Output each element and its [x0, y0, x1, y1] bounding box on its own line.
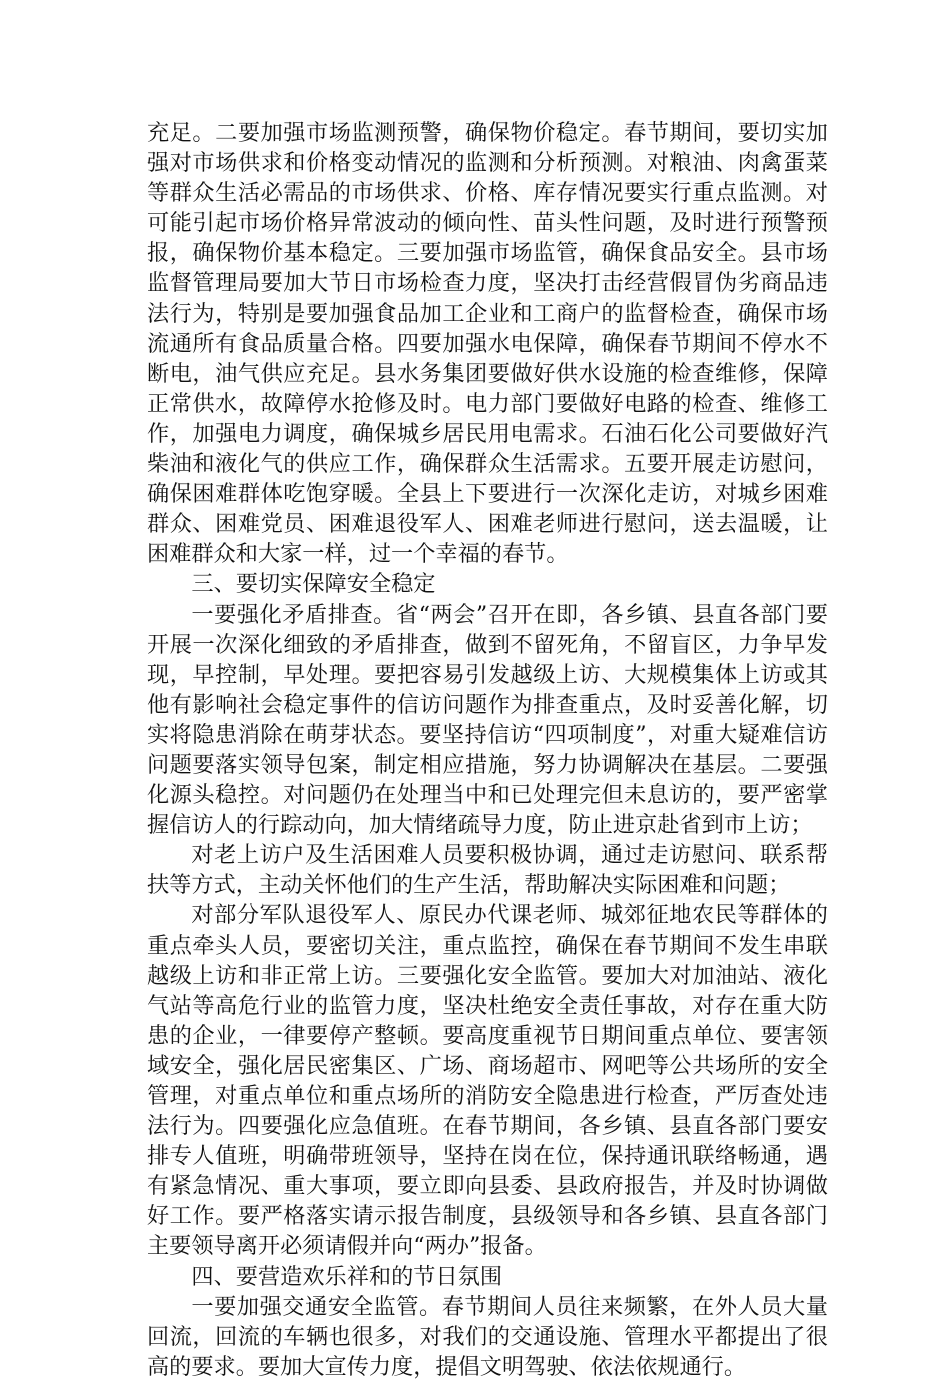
section-heading: 四、要营造欢乐祥和的节日氛围	[191, 1263, 503, 1290]
body-paragraph: 充足。二要加强市场监测预警，确保物价稳定。春节期间，要切实加强对市场供求和价格变动情况的监测和分析预测。对粮油、肉禽蛋菜等群众生活必需品的市场供求、价格、库存情况要实行重点监测。对可能引起市场价格异常波动的倾向性、苗头性问题，及时进行预警预报，确保物价基本稳定。三要加强市场监管，确保食品安全。县市场监督管理局要加大节日市场检查力度，坚决打击经营假冒伪劣商品违法行为，特别是要加强食品加工企业和工商户的监督检查，确保市场流通所有食品质量合格。四要加强水电保障，确保春节期间不停水不断电，油气供应充足。县水务集团要做好供水设施的检查维修，保障正常供水，故障停水抢修及时。电力部门要做好电路的检查、维修工作，加强电力调度，确保城乡居民用电需求。石油石化公司要做好汽柴油和液化气的供应工作，确保群众生活需求。五要开展走访慰问，确保困难群体吃饱穿暖。全县上下要进行一次深化走访，对城乡困难群众、困难党员、困难退役军人、困难老师进行慰问，送去温暖，让困难群众和大家一样，过一个幸福的春节。	[147, 120, 828, 568]
body-paragraph: 一要强化矛盾排查。省“两会”召开在即，各乡镇、县直各部门要开展一次深化细致的矛盾排查，做到不留死角，不留盲区，力争早发现，早控制，早处理。要把容易引发越级上访、大规模集体上访或其他有影响社会稳定事件的信访问题作为排查重点，及时妥善化解，切实将隐患消除在萌芽状态。要坚持信访“四项制度”，对重大疑难信访问题要落实领导包案，制定相应措施，努力协调解决在基层。二要强化源头稳控。对问题仍在处理当中和已处理完但未息访的，要严密掌握信访人的行踪动向，加大情绪疏导力度，防止进京赴省到市上访；	[147, 601, 828, 839]
document-page	[147, 118, 828, 1382]
section-heading: 三、要切实保障安全稳定	[191, 571, 436, 598]
body-paragraph: 对部分军队退役军人、原民办代课老师、城郊征地农民等群体的重点牵头人员，要密切关注，重点监控，确保在春节期间不发生串联越级上访和非正常上访。三要强化安全监管。要加大对加油站、液化气站等高危行业的监管力度，坚决杜绝安全责任事故，对存在重大防患的企业，一律要停产整顿。要高度重视节日期间重点单位、要害领域安全，强化居民密集区、广场、商场超市、网吧等公共场所的安全管理，对重点单位和重点场所的消防安全隐患进行检查，严厉查处违法行为。四要强化应急值班。在春节期间，各乡镇、县直各部门要安排专人值班，明确带班领导，坚持在岗在位，保持通讯联络畅通，遇有紧急情况、重大事项，要立即向县委、县政府报告，并及时协调做好工作。要严格落实请示报告制度，县级领导和各乡镇、县直各部门主要领导离开必须请假并向“两办”报备。	[147, 902, 828, 1260]
body-paragraph: 对老上访户及生活困难人员要积极协调，通过走访慰问、联系帮扶等方式，主动关怀他们的生产生活，帮助解决实际困难和问题；	[147, 842, 828, 899]
body-paragraph: 一要加强交通安全监管。春节期间人员往来频繁，在外人员大量回流，回流的车辆也很多，对我们的交通设施、管理水平都提出了很高的要求。要加大宣传力度，提倡文明驾驶、依法依规通行。	[147, 1293, 828, 1380]
